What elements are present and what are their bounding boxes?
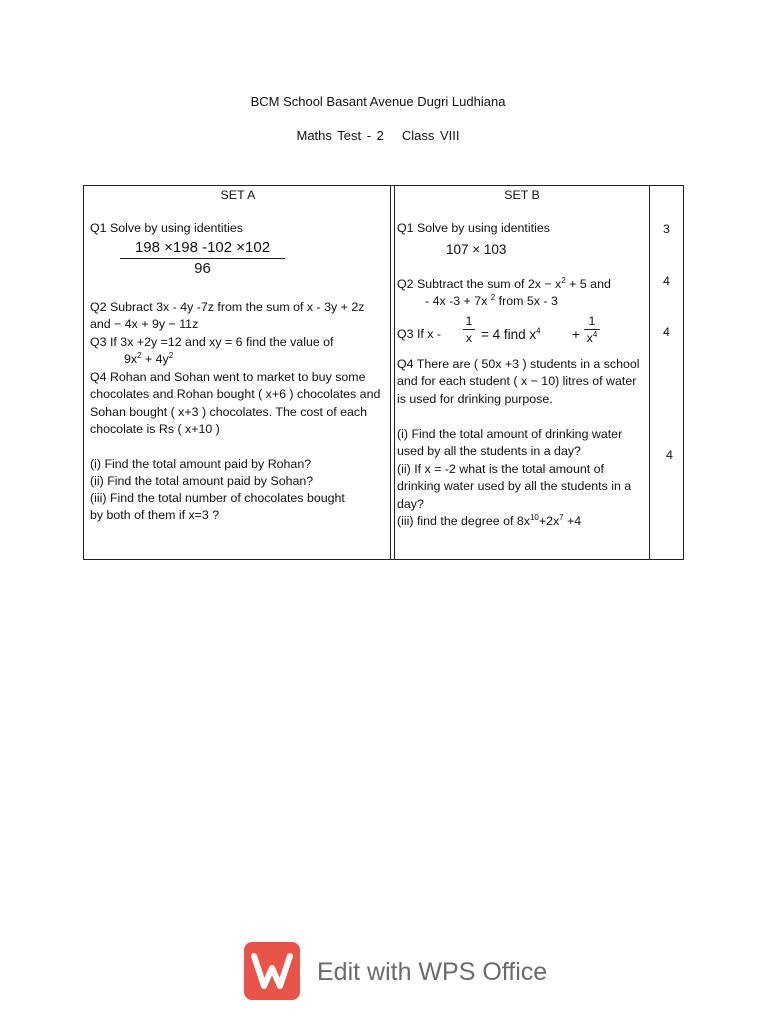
set-b-q3-plus: + [572, 327, 580, 342]
column-divider [394, 186, 395, 559]
exponent: 2 [561, 275, 566, 285]
exponent: 4 [592, 329, 598, 339]
set-a-q4: Q4 Rohan and Sohan went to market to buy some chocolates and Rohan bought ( x+6 ) chocolates and Sohan bought ( x+3 ) chocolates. The cost of each chocolate is Rs ( x+10 ) [90, 370, 381, 436]
school-name: BCM School Basant Avenue Dugri Ludhiana [250, 94, 506, 109]
expr-term-1: 9x [124, 352, 138, 366]
q2-text: - 4x -3 + 7x [425, 294, 491, 308]
set-b-q1-expression: 107 × 103 [446, 242, 507, 257]
test-name: Maths Test - 2 [296, 128, 384, 143]
set-b-q4-ii: (ii) If x = -2 what is the total amount of drinking water used by all the students in a day? [397, 462, 632, 511]
set-b-q3-fraction-2 [584, 313, 600, 346]
marks-q3: 4 [663, 325, 670, 339]
marks-q4: 4 [666, 448, 673, 462]
q2-text: Q2 Subtract the sum of 2x − x [397, 277, 562, 291]
set-a-q4-ii: (ii) Find the total amount paid by Sohan? [90, 474, 314, 488]
set-a-q4-i: (i) Find the total amount paid by Rohan? [90, 457, 312, 471]
set-b-q2-line2 [425, 293, 558, 310]
set-a-heading: SET A [220, 188, 256, 202]
set-b-heading: SET B [504, 188, 540, 202]
set-b-q3-middle [481, 326, 541, 343]
set-b-q4-i: (i) Find the total amount of drinking water used by all the students in a day? [397, 427, 623, 459]
fraction-denominator: 96 [194, 260, 211, 277]
fraction-numerator: 1 [465, 314, 473, 328]
set-a-q3-expression [124, 351, 173, 368]
q4-iii-text: +2x [538, 514, 560, 528]
expr-term-2: + 4y [141, 352, 169, 366]
set-a-q1-fraction [120, 238, 285, 279]
q2-text: + 5 and [565, 277, 611, 291]
wps-office-text[interactable]: Edit with WPS Office [317, 958, 548, 986]
class-name: Class VIII [401, 128, 460, 143]
fraction-numerator: 1 [588, 314, 596, 328]
set-a-q3: Q3 If 3x +2y =12 and xy = 6 find the value of [90, 335, 334, 349]
set-a-q1: Q1 Solve by using identities [90, 221, 243, 235]
q3-text: = 4 find x [481, 327, 537, 342]
exponent: 4 [536, 326, 541, 336]
exponent: 2 [137, 350, 142, 360]
question-table [83, 185, 684, 560]
exponent: 10 [529, 512, 539, 522]
column-divider [390, 186, 391, 559]
denominator-base: x [586, 331, 593, 345]
marks-q1: 3 [663, 222, 670, 236]
set-b-q2-line1 [397, 276, 611, 293]
marks-q2: 4 [663, 274, 670, 288]
set-b-q3-prefix: Q3 If x - [397, 327, 442, 341]
q2-text: from 5x - 3 [495, 294, 558, 308]
fraction-denominator [584, 330, 600, 346]
fraction-denominator: x [465, 331, 473, 345]
q4-iii-text: +4 [563, 514, 582, 528]
exponent: 2 [490, 292, 496, 302]
set-b-q1: Q1 Solve by using identities [397, 221, 550, 235]
exponent: 2 [168, 350, 174, 360]
exponent: 7 [559, 512, 564, 522]
wps-logo-icon[interactable] [244, 942, 300, 1000]
set-a-q2: Q2 Subract 3x - 4y -7z from the sum of x - 3y + 2z and − 4x + 9y − 11z [90, 300, 365, 332]
q4-iii-text: (iii) find the degree of 8x [397, 514, 530, 528]
fraction-numerator: 198 ×198 -102 ×102 [134, 239, 271, 256]
column-divider [649, 186, 650, 559]
test-title [0, 128, 762, 143]
set-b-q4-iii [397, 513, 581, 530]
set-b-q3-fraction [463, 313, 475, 346]
set-b-q4: Q4 There are ( 50x +3 ) students in a school and for each student ( x − 10) litres of water is used for drinking purpose. [397, 357, 640, 406]
set-a-q4-iii: (iii) Find the total number of chocolates bought by both of them if x=3 ? [90, 491, 345, 523]
wps-office-banner[interactable] [244, 942, 548, 1002]
